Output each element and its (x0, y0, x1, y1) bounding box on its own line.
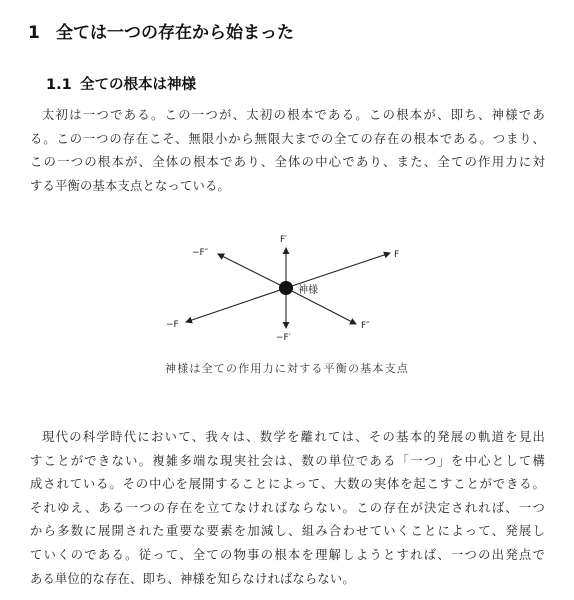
subsection-heading (46, 74, 196, 96)
label-neg-f: −F (166, 320, 179, 330)
subsection-title: 全ての根本は神様 (80, 77, 196, 93)
section-title: 全ては一つの存在から始まった (56, 23, 294, 43)
section-heading (28, 20, 294, 46)
paragraph-line: 現代の科学時代において、我々は、数学を離れては、その基本的発展の軌道を見出 (42, 430, 545, 444)
label-f-double-prime: F″ (361, 321, 370, 331)
force-arrow-f (286, 253, 390, 288)
paragraph-line: から多数に展開された重要な要素を加減し、組み合わせていくことによって、発展し (30, 524, 545, 539)
label-center: 神様 (298, 285, 318, 296)
paragraph-line: 太初は一つである。この一つが、太初の根本である。この根本が、即ち、神様であ (42, 108, 545, 122)
figure-caption: 神様は全ての作用力に対する平衡の基本支点 (165, 362, 409, 375)
label-f: F (394, 250, 400, 260)
paragraph-line: この一つの根本が、全体の根本であり、全体の中心であり、また、全ての作用力に対 (30, 155, 545, 170)
paragraph-2 (30, 426, 545, 591)
paragraph-line: ていくのである。従って、全ての物事の根本を理解しようとすれば、一つの出発点で (30, 547, 545, 562)
force-arrow-f-double-prime (286, 288, 356, 324)
label-neg-f-prime: −F′ (276, 333, 291, 343)
paragraph-line: する平衡の基本支点となっている。 (30, 178, 230, 193)
paragraph-line: それゆえ、ある一つの存在を立てなければならない。この存在が決定されれば、一つ (30, 500, 545, 515)
paragraph-line: ある単位的な存在、即ち、神様を知らなければならない。 (30, 571, 355, 586)
force-arrow-neg-f (186, 288, 286, 322)
section-number: 1 (28, 23, 40, 43)
paragraph-line: 成されている。その中心を展開することによって、大数の実体を起こすことができる。 (30, 477, 545, 492)
paragraph-1 (30, 104, 545, 198)
paragraph-line: すことができない。複雑多端な現実社会は、数の単位である「一つ」を中心として構 (30, 453, 545, 468)
paragraph-line: る。この一つの存在こそ、無限小から無限大までの全ての存在の根本である。つまり、 (30, 131, 545, 146)
label-f-prime: F′ (280, 235, 288, 245)
subsection-number: 1.1 (46, 77, 72, 93)
fulcrum-point (279, 281, 293, 295)
label-neg-f-double-prime: −F″ (192, 248, 209, 258)
force-arrow-neg-f-double-prime (218, 254, 286, 288)
force-balance-diagram (150, 226, 430, 356)
